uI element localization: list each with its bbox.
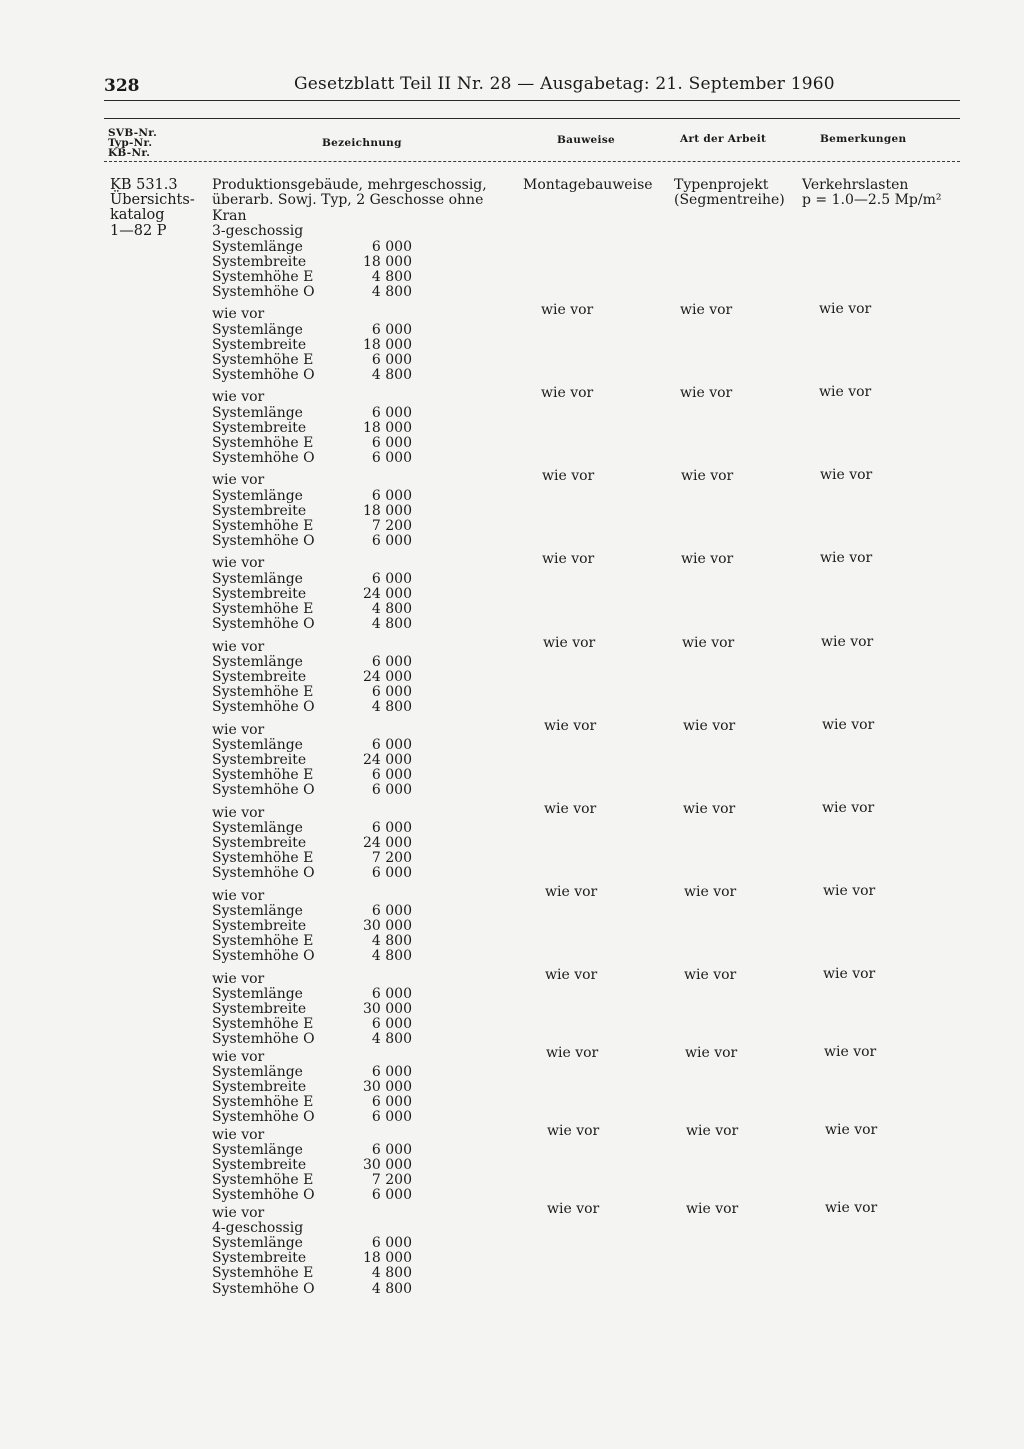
param-value: 18 000 [363,419,412,436]
param-label: Systembreite [212,834,307,851]
param-value: 30 000 [363,917,412,934]
param-value: 6 000 [371,902,412,919]
param-row [212,1065,412,1080]
param-label: Systembreite [212,585,307,602]
art-cell: wie vor [683,718,736,734]
param-label: Systemhöhe E [212,518,314,535]
param-value: 18 000 [363,336,412,353]
table-head-rule [104,161,960,162]
param-row [212,1173,412,1188]
bauweise-cell: wie vor [542,468,595,484]
param-label: Systemhöhe E [212,933,314,950]
param-value: 4 800 [371,269,412,286]
bauweise-cell: wie vor [541,385,594,401]
ident-line: katalog [110,207,165,224]
param-label: Systembreite [212,751,307,768]
param-value: 24 000 [363,834,412,851]
param-label: Systemhöhe O [212,1109,315,1126]
param-row [212,987,412,1002]
wie-vor-label: wie vor [212,555,265,572]
param-row [212,670,412,685]
column-header-typ: Typ-Nr. [108,137,153,149]
param-row [212,285,412,300]
param-row [212,836,412,851]
param-value: 6 000 [371,1094,412,1111]
param-value: 6 000 [371,1235,412,1252]
wie-vor-label: wie vor [212,638,265,655]
param-row [212,1080,412,1095]
param-row [212,655,412,670]
param-label: Systemhöhe O [212,1280,315,1297]
page-title: Gesetzblatt Teil II Nr. 28 — Ausgabetag: 21. September 1960 [294,74,835,94]
param-row [212,602,412,617]
param-value: 6 000 [371,533,412,550]
header-rule [104,100,960,101]
param-value: 6 000 [371,782,412,799]
param-value: 4 800 [371,616,412,633]
param-value: 6 000 [371,819,412,836]
wie-vor-label: wie vor [212,1048,265,1065]
param-row [212,255,412,270]
param-row [212,700,412,715]
param-label: Systemhöhe O [212,1187,315,1204]
param-row [212,436,412,451]
param-row [212,904,412,919]
param-label: Systemlänge [212,985,303,1002]
param-row [212,866,412,881]
param-value: 6 000 [371,321,412,338]
param-label: Systemhöhe O [212,367,315,384]
column-header-bezeichnung: Bezeichnung [322,137,402,149]
bauweise-cell: wie vor [546,1045,599,1061]
param-row [212,617,412,632]
param-label: Systembreite [212,502,307,519]
description-line: 3-geschossig [212,223,304,240]
param-row [212,949,412,964]
ident-line: KB 531.3 [110,177,178,193]
wie-vor-label: wie vor [212,389,265,406]
art-line: Typenprojekt [674,177,769,193]
art-cell: wie vor [686,1201,739,1217]
param-value: 18 000 [363,1250,412,1267]
param-value: 4 800 [371,699,412,716]
bemerkungen-cell: wie vor [819,384,872,400]
bemerkungen-cell: wie vor [825,1200,878,1216]
entry-row [212,307,512,383]
param-row [212,519,412,534]
param-row [212,1110,412,1125]
param-value: 6 000 [371,736,412,753]
param-row [212,587,412,602]
entries-column [212,178,512,1297]
bauweise-cell: wie vor [543,635,596,651]
param-label: Systemhöhe E [212,352,314,369]
ident-line: 1—82 P [110,222,167,239]
param-row [212,783,412,798]
param-row [212,353,412,368]
param-row [212,1266,412,1281]
param-value: 7 200 [371,850,412,867]
bauweise-cell: wie vor [544,718,597,734]
art-cell: wie vor [680,302,733,318]
param-label: Systemlänge [212,736,303,753]
column-header-bauweise: Bauweise [557,134,616,146]
param-value: 24 000 [363,585,412,602]
art-cell: wie vor [681,468,734,484]
param-label: Systemhöhe E [212,1265,314,1282]
wie-vor-label: wie vor [212,1126,265,1143]
description-line: Kran [212,207,247,224]
wie-vor-label: wie vor [212,1204,265,1221]
param-row [212,489,412,504]
art-cell: wie vor [685,1045,738,1061]
param-label: Systemhöhe E [212,601,314,618]
param-label: Systemhöhe O [212,284,315,301]
table-top-rule [104,118,960,119]
art-cell: wie vor [684,967,737,983]
entry-row [212,640,512,716]
param-row [212,338,412,353]
art-cell [674,178,785,209]
param-value: 24 000 [363,751,412,768]
param-value: 6 000 [371,1109,412,1126]
param-value: 6 000 [371,1141,412,1158]
param-value: 6 000 [371,865,412,882]
param-value: 6 000 [371,570,412,587]
param-label: Systembreite [212,1250,307,1267]
bauweise-cell: wie vor [545,884,598,900]
param-label: Systemlänge [212,1141,303,1158]
param-value: 6 000 [371,435,412,452]
param-label: Systemlänge [212,321,303,338]
param-label: Systembreite [212,1078,307,1095]
entry-row [212,1128,512,1204]
param-value: 7 200 [371,518,412,535]
param-row [212,1032,412,1047]
param-row [212,851,412,866]
param-row [212,451,412,466]
param-label: Systemhöhe O [212,450,315,467]
param-row [212,1188,412,1203]
param-value: 4 800 [371,1265,412,1282]
entry-row [212,972,512,1048]
param-label: Systemhöhe O [212,865,315,882]
column-header-bemerkungen: Bemerkungen [820,133,907,145]
param-label: Systemlänge [212,819,303,836]
param-value: 6 000 [371,1187,412,1204]
param-label: Systemhöhe O [212,533,315,550]
bem-line: p = 1.0—2.5 Mp/m² [802,192,942,209]
entry-row [212,723,512,799]
param-row [212,421,412,436]
param-label: Systembreite [212,917,307,934]
param-row [212,685,412,700]
param-row [212,919,412,934]
param-label: Systemhöhe E [212,850,314,867]
param-label: Systembreite [212,1157,307,1173]
art-cell: wie vor [681,551,734,567]
param-value: 4 800 [371,367,412,384]
entry-row [212,806,512,882]
param-value: 4 800 [371,1031,412,1048]
param-value: 6 000 [371,1016,412,1033]
bemerkungen-cell [802,178,941,209]
bemerkungen-cell: wie vor [822,800,875,816]
bauweise-cell: Montagebauweise [523,177,653,193]
param-label: Systemlänge [212,902,303,919]
param-label: Systemhöhe O [212,699,315,716]
param-label: Systemlänge [212,238,303,255]
param-label: Systembreite [212,253,307,270]
entry-row [212,178,512,300]
param-label: Systemhöhe E [212,684,314,701]
param-label: Systemhöhe E [212,1016,314,1033]
ident-line: Übersichts- [110,192,195,209]
column-header-art: Art der Arbeit [680,133,767,145]
description-line: Produktionsgebäude, mehrgeschossig, [212,177,487,193]
param-value: 6 000 [371,238,412,255]
param-value: 4 800 [371,284,412,301]
param-value: 4 800 [371,948,412,965]
bauweise-cell: wie vor [545,967,598,983]
param-row [212,1251,412,1266]
param-row [212,738,412,753]
param-label: Systemhöhe E [212,1094,314,1111]
param-label: Systemhöhe E [212,1172,314,1189]
art-cell: wie vor [682,635,735,651]
param-value: 18 000 [363,253,412,270]
param-value: 6 000 [371,684,412,701]
param-row [212,323,412,338]
bemerkungen-cell: wie vor [825,1122,878,1138]
param-row [212,821,412,836]
param-row [212,504,412,519]
param-value: 30 000 [363,1000,412,1017]
page-number: 328 [104,76,140,96]
param-value: 6 000 [371,487,412,504]
param-label: Systemhöhe O [212,1031,315,1048]
param-value: 30 000 [363,1157,412,1173]
bemerkungen-cell: wie vor [824,1044,877,1060]
entry-row [212,889,512,965]
param-value: 24 000 [363,668,412,685]
param-label: Systembreite [212,1000,307,1017]
wie-vor-label: wie vor [212,804,265,821]
bemerkungen-cell: wie vor [820,467,873,483]
column-header-svb: SVB-Nr. [108,127,158,139]
art-line: (Segmentreihe) [674,192,785,209]
entry-row [212,1050,512,1126]
wie-vor-label: wie vor [212,306,265,323]
wie-vor-label: wie vor [212,970,265,987]
bemerkungen-cell: wie vor [819,301,872,317]
param-label: Systemhöhe E [212,767,314,784]
param-row [212,368,412,383]
param-row [212,753,412,768]
param-label: Systemlänge [212,404,303,421]
catalog-identifier [110,178,195,239]
param-value: 6 000 [371,985,412,1002]
param-label: Systemhöhe O [212,782,315,799]
param-row [212,1236,412,1251]
param-row [212,1095,412,1110]
wie-vor-label: wie vor [212,721,265,738]
param-label: Systemlänge [212,487,303,504]
param-row [212,270,412,285]
param-label: Systemhöhe O [212,948,315,965]
param-value: 6 000 [371,767,412,784]
param-value: 4 800 [371,1280,412,1297]
param-row [212,1282,412,1297]
param-value: 6 000 [371,404,412,421]
art-cell: wie vor [686,1123,739,1139]
bemerkungen-cell: wie vor [820,550,873,566]
param-label: Systemlänge [212,570,303,587]
column-header-ids [108,128,188,158]
param-label: Systemlänge [212,653,303,670]
bemerkungen-cell: wie vor [821,634,874,650]
param-label: Systemhöhe E [212,269,314,286]
bemerkungen-cell: wie vor [822,717,875,733]
param-row [212,1158,412,1173]
entry-row [212,556,512,632]
bemerkungen-cell: wie vor [823,883,876,899]
param-row [212,572,412,587]
entry-row [212,1206,512,1297]
description-line: überarb. Sowj. Typ, 2 Geschosse ohne [212,192,484,209]
bauweise-cell: wie vor [542,551,595,567]
bemerkungen-cell: wie vor [823,966,876,982]
param-label: Systembreite [212,336,307,353]
entry-row [212,390,512,466]
param-row [212,1002,412,1017]
param-value: 6 000 [371,653,412,670]
param-value: 4 800 [371,601,412,618]
param-value: 4 800 [371,933,412,950]
bauweise-cell: wie vor [544,801,597,817]
geschossig-label: 4-geschossig [212,1219,304,1236]
param-value: 30 000 [363,1078,412,1095]
param-label: Systembreite [212,668,307,685]
art-cell: wie vor [684,884,737,900]
art-cell: wie vor [680,385,733,401]
param-row [212,406,412,421]
column-header-kb: KB-Nr. [108,147,151,159]
param-value: 6 000 [371,1063,412,1080]
wie-vor-label: wie vor [212,472,265,489]
bauweise-cell: wie vor [547,1201,600,1217]
param-row [212,934,412,949]
wie-vor-label: wie vor [212,887,265,904]
bauweise-cell: wie vor [541,302,594,318]
param-row [212,1017,412,1032]
entry-row [212,473,512,549]
bem-line: Verkehrslasten [802,177,909,193]
art-cell: wie vor [683,801,736,817]
param-row [212,240,412,255]
param-value: 18 000 [363,502,412,519]
param-row [212,768,412,783]
param-value: 6 000 [371,352,412,369]
bauweise-cell: wie vor [547,1123,600,1139]
param-row [212,534,412,549]
param-label: Systemlänge [212,1235,303,1252]
param-label: Systemhöhe O [212,616,315,633]
param-value: 7 200 [371,1172,412,1189]
param-row [212,1143,412,1158]
param-label: Systemhöhe E [212,435,314,452]
param-value: 6 000 [371,450,412,467]
param-label: Systembreite [212,419,307,436]
param-label: Systemlänge [212,1063,303,1080]
